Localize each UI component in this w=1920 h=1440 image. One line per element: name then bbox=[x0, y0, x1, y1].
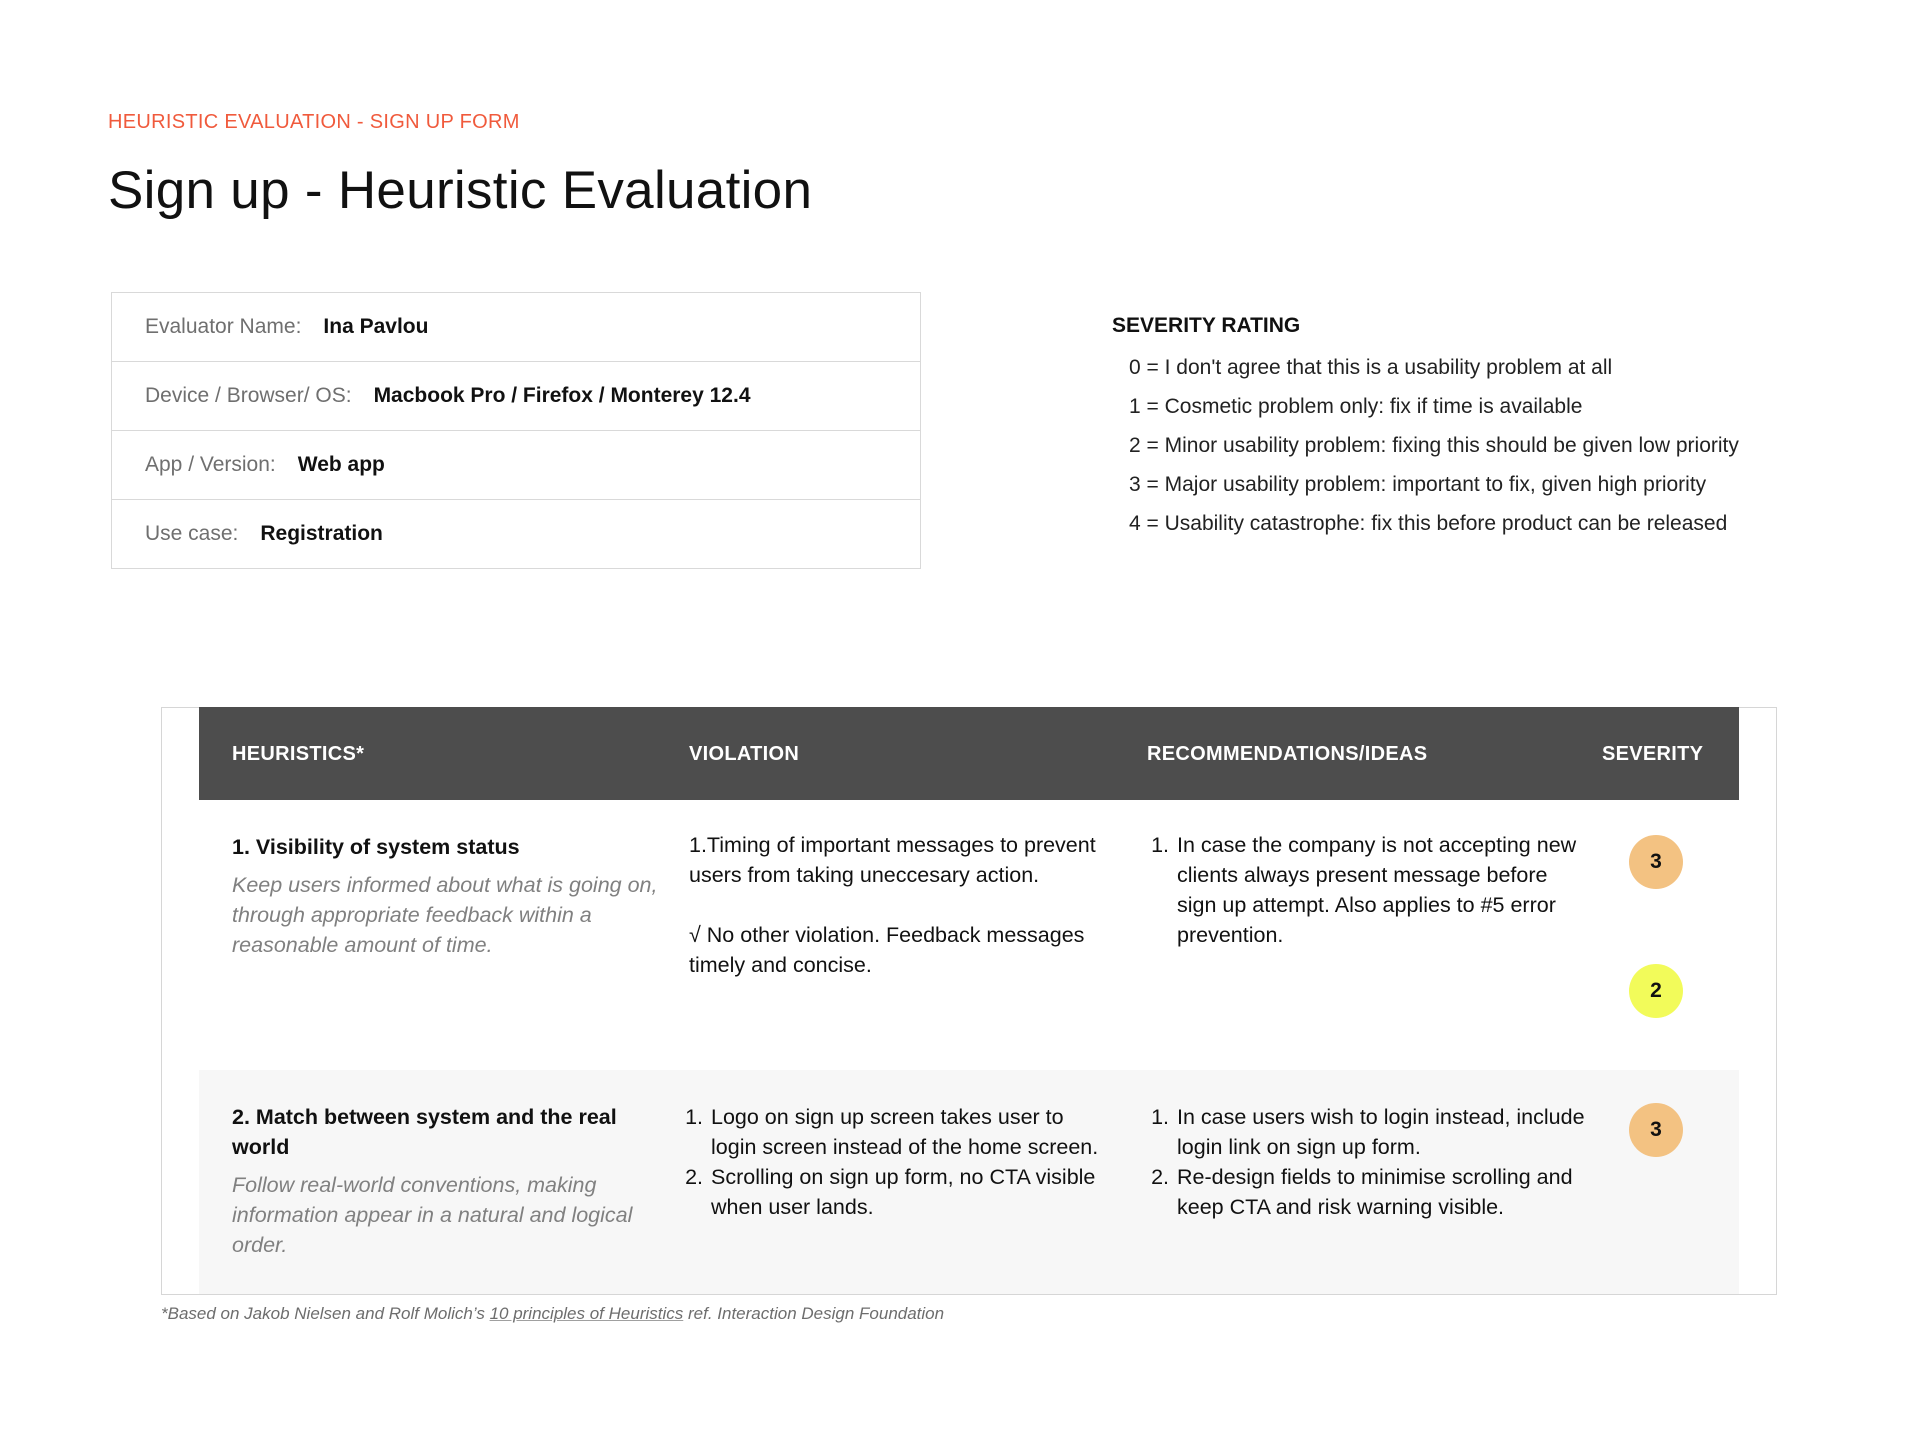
page-title: Sign up - Heuristic Evaluation bbox=[108, 161, 813, 220]
violation-item: 1. Logo on sign up screen takes user to login screen instead of the home screen. bbox=[709, 1102, 1101, 1162]
footnote-prefix: *Based on Jakob Nielsen and Rolf Molich’s bbox=[161, 1304, 485, 1323]
severity-legend-item: 1 = Cosmetic problem only: fix if time is available bbox=[1129, 395, 1583, 418]
severity-rating-legend bbox=[1112, 314, 1832, 543]
column-header-severity: SEVERITY bbox=[1602, 743, 1704, 765]
severity-badge: 3 bbox=[1629, 835, 1683, 889]
severity-badge: 2 bbox=[1629, 964, 1683, 1018]
table-row bbox=[199, 800, 1739, 1070]
table-row bbox=[199, 1070, 1739, 1294]
heuristic-description: Follow real-world conventions, making information appear in a natural and logical order. bbox=[232, 1173, 633, 1257]
heuristics-principles-link[interactable]: 10 principles of Heuristics bbox=[489, 1304, 684, 1323]
recommendation-item: 1. In case the company is not accepting new clients always present message before sign up attempt. Also applies to #5 error prevention. bbox=[1175, 830, 1587, 950]
severity-legend-title: SEVERITY RATING bbox=[1112, 314, 1301, 337]
violation-cell bbox=[681, 1102, 1101, 1222]
severity-badge: 3 bbox=[1629, 1103, 1683, 1157]
recommendation-list bbox=[1147, 830, 1587, 950]
info-value: Ina Pavlou bbox=[323, 315, 429, 338]
violation-note: √ No other violation. Feedback messages timely and concise. bbox=[689, 923, 1085, 977]
info-row-evaluator bbox=[112, 293, 920, 361]
info-row-use-case bbox=[112, 499, 920, 568]
info-label: Device / Browser/ OS: bbox=[145, 384, 352, 407]
info-label: Use case: bbox=[145, 522, 239, 545]
info-row-device bbox=[112, 361, 920, 430]
heuristic-title: 2. Match between system and the real world bbox=[232, 1105, 617, 1159]
recommendation-list bbox=[1147, 1102, 1587, 1222]
column-header-violation: VIOLATION bbox=[689, 743, 800, 765]
info-label: App / Version: bbox=[145, 453, 276, 476]
recommendation-item: 1. In case users wish to login instead, include login link on sign up form. bbox=[1175, 1102, 1587, 1162]
severity-legend-item: 2 = Minor usability problem: fixing this should be given low priority bbox=[1129, 434, 1739, 457]
footnote bbox=[161, 1304, 944, 1324]
severity-legend-item: 0 = I don't agree that this is a usability problem at all bbox=[1129, 356, 1613, 379]
violation-cell bbox=[689, 830, 1109, 980]
recommendation-item: 2. Re-design fields to minimise scrolling and keep CTA and risk warning visible. bbox=[1175, 1162, 1587, 1222]
info-value: Macbook Pro / Firefox / Monterey 12.4 bbox=[373, 384, 751, 407]
heuristic-title: 1. Visibility of system status bbox=[232, 835, 520, 859]
heuristic-cell bbox=[232, 1102, 662, 1260]
footnote-suffix: ref. Interaction Design Foundation bbox=[688, 1304, 945, 1323]
recommendation-cell bbox=[1147, 1102, 1587, 1222]
violation-text: 1.Timing of important messages to prevent users from taking uneccesary action. bbox=[689, 833, 1096, 887]
severity-legend-item: 4 = Usability catastrophe: fix this before product can be released bbox=[1129, 512, 1728, 535]
violation-list bbox=[681, 1102, 1101, 1222]
evaluation-info-table bbox=[111, 292, 921, 569]
heuristic-cell bbox=[232, 832, 662, 960]
column-header-recommendations: RECOMMENDATIONS/IDEAS bbox=[1147, 743, 1428, 765]
info-row-app-version bbox=[112, 430, 920, 499]
recommendation-cell bbox=[1147, 830, 1587, 950]
severity-legend-item: 3 = Major usability problem: important to fix, given high priority bbox=[1129, 473, 1707, 496]
column-header-heuristics: HEURISTICS* bbox=[232, 743, 365, 765]
info-label: Evaluator Name: bbox=[145, 315, 302, 338]
info-value: Web app bbox=[297, 453, 385, 476]
evaluation-table-header bbox=[199, 707, 1739, 800]
violation-item: 2. Scrolling on sign up form, no CTA visible when user lands. bbox=[709, 1162, 1101, 1222]
page-eyebrow: HEURISTIC EVALUATION - SIGN UP FORM bbox=[108, 111, 520, 133]
heuristic-description: Keep users informed about what is going on, through appropriate feedback within a reasonable amount of time. bbox=[232, 873, 658, 957]
info-value: Registration bbox=[260, 522, 383, 545]
